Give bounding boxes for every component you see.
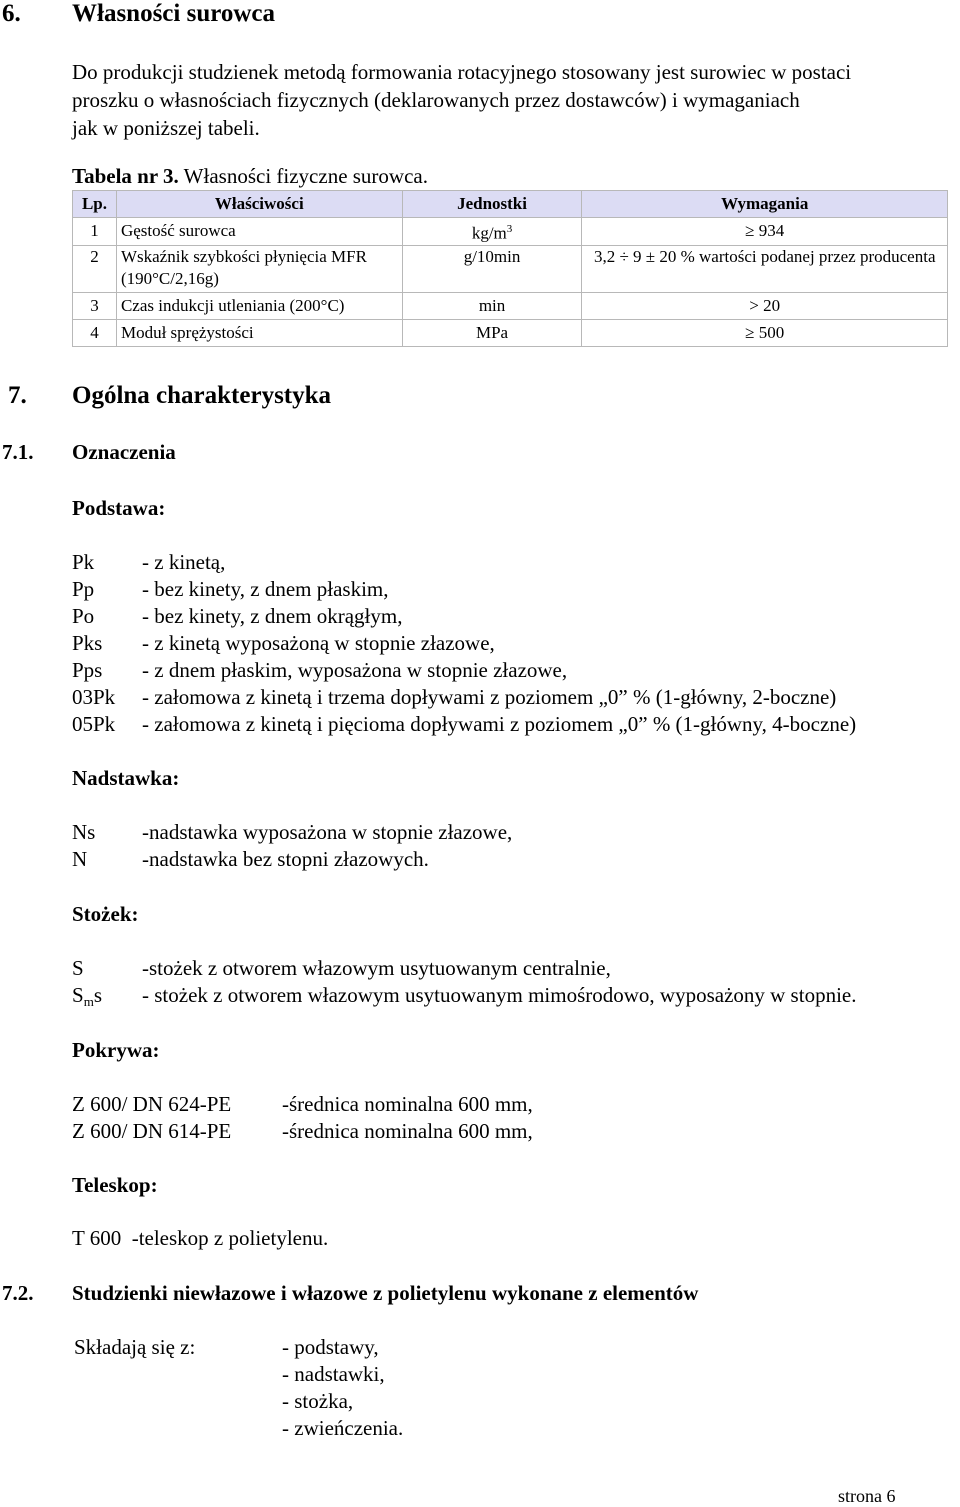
section-7-title: Ogólna charakterystyka [72, 382, 332, 409]
code-main: S [72, 983, 84, 1007]
section-6-number: 6. [2, 0, 21, 27]
list-item-code: Po [72, 604, 95, 628]
table-caption [72, 164, 428, 189]
table-caption-text: Własności fizyczne surowca. [183, 164, 428, 188]
list-item-desc: -nadstawka wyposażona w stopnie złazowe, [142, 820, 513, 844]
teleskop-heading: Teleskop: [72, 1173, 158, 1197]
header-properties: Właściwości [116, 191, 402, 218]
podstawa-heading: Podstawa: [72, 496, 166, 520]
list-item-desc: - z dnem płaskim, wyposażona w stopnie złazowe, [142, 658, 568, 682]
cell-requirement: 3,2 ÷ 9 ± 20 % wartości podanej przez producenta [582, 245, 948, 292]
section-7-1-title: Oznaczenia [72, 440, 176, 464]
list-item-desc: - stożek z otworem włazowym usytuowanym mimośrodowo, wyposażony w stopnie. [142, 983, 857, 1007]
list-item-desc: - załomowa z kinetą i trzema dopływami z poziomem „0” % (1-główny, 2-boczne) [142, 685, 837, 709]
list-item-code: Pk [72, 550, 95, 574]
cell-requirement: ≥ 500 [582, 319, 948, 346]
list-item-code: N [72, 847, 88, 871]
table-row [73, 319, 948, 346]
list-item-code: 03Pk [72, 685, 116, 709]
code-tail: s [93, 983, 102, 1007]
cell-property: Czas indukcji utleniania (200°C) [116, 292, 402, 319]
list-item-code: Z 600/ DN 624-PE [72, 1092, 232, 1116]
list-item: - podstawy, [282, 1335, 379, 1359]
section-7-2-lead: Składają się z: [74, 1335, 196, 1359]
table-row [73, 218, 948, 246]
section-7-1-number: 7.1. [2, 440, 34, 464]
unit-base: g/10min [463, 246, 521, 266]
unit-base: kg/m [471, 223, 507, 243]
list-item-code [72, 983, 102, 1008]
paragraph-line-3: jak w poniższej tabeli. [72, 116, 260, 140]
list-item-code: Ns [72, 820, 96, 844]
cell-property: Gęstość surowca [116, 218, 402, 246]
list-item-desc: - z kinetą wyposażoną w stopnie złazowe, [142, 631, 495, 655]
cell-unit [402, 245, 582, 292]
list-item-code: Pps [72, 658, 103, 682]
nadstawka-heading: Nadstawka: [72, 766, 180, 790]
cell-unit [402, 218, 582, 246]
list-item-desc: -stożek z otworem włazowym usytuowanym centralnie, [142, 956, 611, 980]
list-item-desc: -średnica nominalna 600 mm, [282, 1119, 533, 1143]
table-row [73, 245, 948, 292]
paragraph-line-2: proszku o własnościach fizycznych (deklarowanych przez dostawców) i wymaganiach [72, 88, 800, 112]
header-lp: Lp. [73, 191, 117, 218]
code-subscript: m [83, 994, 94, 1009]
cell-lp: 2 [73, 245, 117, 292]
cell-unit [402, 292, 582, 319]
section-7-2-number: 7.2. [2, 1281, 34, 1305]
cell-requirement: ≥ 934 [582, 218, 948, 246]
list-item: - stożka, [282, 1389, 354, 1413]
cell-property: Wskaźnik szybkości płynięcia MFR (190°C/2,16g) [116, 245, 402, 292]
list-item-desc: - z kinetą, [142, 550, 226, 574]
stozek-heading: Stożek: [72, 902, 139, 926]
list-item-code: Z 600/ DN 614-PE [72, 1119, 232, 1143]
list-item-desc: - załomowa z kinetą i pięcioma dopływami z poziomem „0” % (1-główny, 4-boczne) [142, 712, 857, 736]
cell-unit [402, 319, 582, 346]
list-item-code: S [72, 956, 84, 980]
list-item-code: Pp [72, 577, 95, 601]
cell-lp: 3 [73, 292, 117, 319]
section-6-title: Własności surowca [72, 0, 276, 27]
cell-lp: 1 [73, 218, 117, 246]
list-item-desc: - bez kinety, z dnem płaskim, [142, 577, 389, 601]
paragraph-line-1: Do produkcji studzienek metodą formowania rotacyjnego stosowany jest surowiec w postaci [72, 60, 852, 84]
header-units: Jednostki [402, 191, 582, 218]
unit-superscript: 3 [506, 223, 513, 235]
list-item-desc: - bez kinety, z dnem okrągłym, [142, 604, 403, 628]
page-number: strona 6 [838, 1486, 896, 1506]
cell-requirement: > 20 [582, 292, 948, 319]
teleskop-line: T 600 -teleskop z polietylenu. [72, 1226, 329, 1250]
list-item-desc: -średnica nominalna 600 mm, [282, 1092, 533, 1116]
list-item-desc: -nadstawka bez stopni złazowych. [142, 847, 429, 871]
properties-table [72, 190, 948, 347]
header-requirements: Wymagania [582, 191, 948, 218]
table-row [73, 292, 948, 319]
table-caption-label: Tabela nr 3. [72, 164, 179, 188]
pokrywa-heading: Pokrywa: [72, 1038, 160, 1062]
table-header-row [73, 191, 948, 218]
cell-lp: 4 [73, 319, 117, 346]
unit-base: MPa [475, 322, 509, 342]
list-item: - zwieńczenia. [282, 1416, 404, 1440]
list-item-code: 05Pk [72, 712, 116, 736]
cell-property: Moduł sprężystości [116, 319, 402, 346]
unit-base: min [478, 295, 506, 315]
list-item: - nadstawki, [282, 1362, 385, 1386]
list-item-code: Pks [72, 631, 103, 655]
section-7-number: 7. [8, 382, 27, 409]
section-7-2-title: Studzienki niewłazowe i włazowe z polietylenu wykonane z elementów [72, 1281, 699, 1305]
